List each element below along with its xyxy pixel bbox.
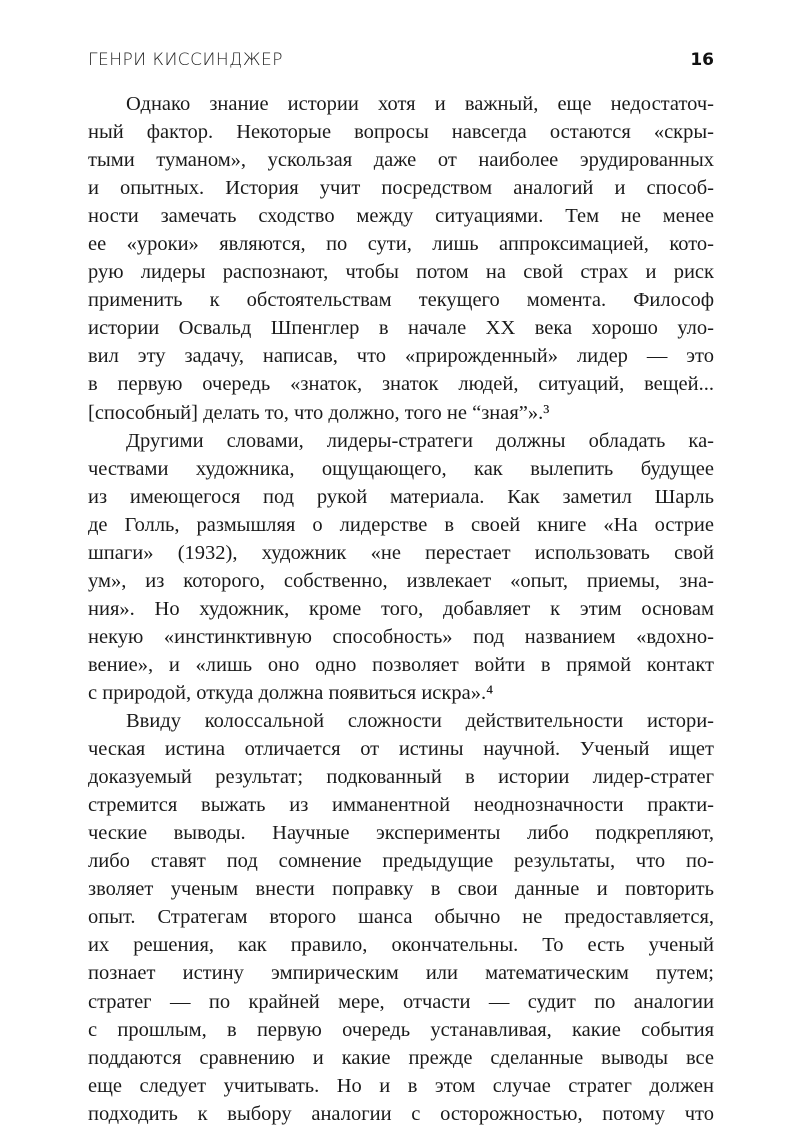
text-line: ческие выводы. Научные эксперименты либо подкрепляют, — [88, 822, 714, 845]
text-line: доказуемый результат; подкованный в истории лидер-стратег — [88, 766, 714, 789]
text-line: истории Освальд Шпенглер в начале XX века хорошо уло- — [88, 317, 714, 340]
text-line: Ввиду колоссальной сложности действительности истори- — [126, 710, 714, 733]
text-line: ум», из которого, собственно, извлекает «опыт, приемы, зна- — [88, 569, 714, 592]
text-line: рую лидеры распознают, чтобы потом на свой страх и риск — [88, 261, 714, 284]
text-line: подходить к выбору аналогии с осторожностью, потому что — [88, 1102, 714, 1125]
paragraph — [88, 90, 714, 427]
text-line: [способный] делать то, что должно, того не “зная”».³ — [88, 401, 550, 424]
page-header — [88, 47, 714, 73]
running-title: ГЕНРИ КИССИНДЖЕР — [88, 50, 283, 70]
text-line: Другими словами, лидеры-стратеги должны обладать ка- — [126, 429, 714, 452]
text-line: из имеющегося под рукой материала. Как заметил Шарль — [88, 485, 714, 508]
text-line: с прошлым, в первую очередь устанавливая, какие события — [88, 1018, 714, 1041]
text-line: поддаются сравнению и какие прежде сделанные выводы все — [88, 1046, 714, 1069]
text-line: тыми туманом», ускользая даже от наиболее эрудированных — [88, 149, 714, 172]
text-line: их решения, как правило, окончательны. То есть ученый — [88, 934, 714, 957]
text-line: вил эту задачу, написав, что «прирожденный» лидер — это — [88, 345, 714, 368]
body-text — [88, 90, 714, 1128]
text-line: либо ставят под сомнение предыдущие результаты, что по- — [88, 850, 714, 873]
text-line: ческая истина отличается от истины научной. Ученый ищет — [88, 738, 714, 761]
paragraph — [88, 707, 714, 1128]
text-line: в первую очередь «знаток, знаток людей, ситуаций, вещей... — [88, 373, 714, 396]
text-line: шпаги» (1932), художник «не перестает использовать свой — [88, 541, 714, 564]
text-line: стремится выжать из имманентной неоднозначности практи- — [88, 794, 714, 817]
text-line: ния». Но художник, кроме того, добавляет к этим основам — [88, 597, 714, 620]
paragraph — [88, 427, 714, 707]
text-line: ее «уроки» являются, по сути, лишь аппроксимацией, кото- — [88, 233, 714, 256]
text-line: с природой, откуда должна появиться искра».⁴ — [88, 681, 494, 704]
text-line: применить к обстоятельствам текущего момента. Философ — [88, 289, 714, 312]
text-line: чествами художника, ощущающего, как вылепить будущее — [88, 457, 714, 480]
text-line: ный фактор. Некоторые вопросы навсегда остаются «скры- — [88, 121, 714, 144]
text-line: де Голль, размышляя о лидерстве в своей книге «На острие — [88, 513, 714, 536]
text-line: опыт. Стратегам второго шанса обычно не предоставляется, — [88, 906, 714, 929]
text-line: Однако знание истории хотя и важный, еще недостаточ- — [126, 93, 714, 115]
text-line: стратег — по крайней мере, отчасти — судит по аналогии — [88, 990, 714, 1013]
text-line: ности замечать сходство между ситуациями. Тем не менее — [88, 205, 714, 228]
page-number: 16 — [690, 50, 714, 70]
text-line: познает истину эмпирическим или математическим путем; — [88, 962, 714, 985]
text-line: некую «инстинктивную способность» под названием «вдохно- — [88, 625, 714, 648]
text-line: зволяет ученым внести поправку в свои данные и повторить — [88, 878, 714, 901]
text-line: вение», и «лишь оно одно позволяет войти в прямой контакт — [88, 653, 714, 676]
text-line: и опытных. История учит посредством аналогий и способ- — [88, 177, 714, 200]
text-line: еще следует учитывать. Но и в этом случае стратег должен — [88, 1074, 714, 1097]
